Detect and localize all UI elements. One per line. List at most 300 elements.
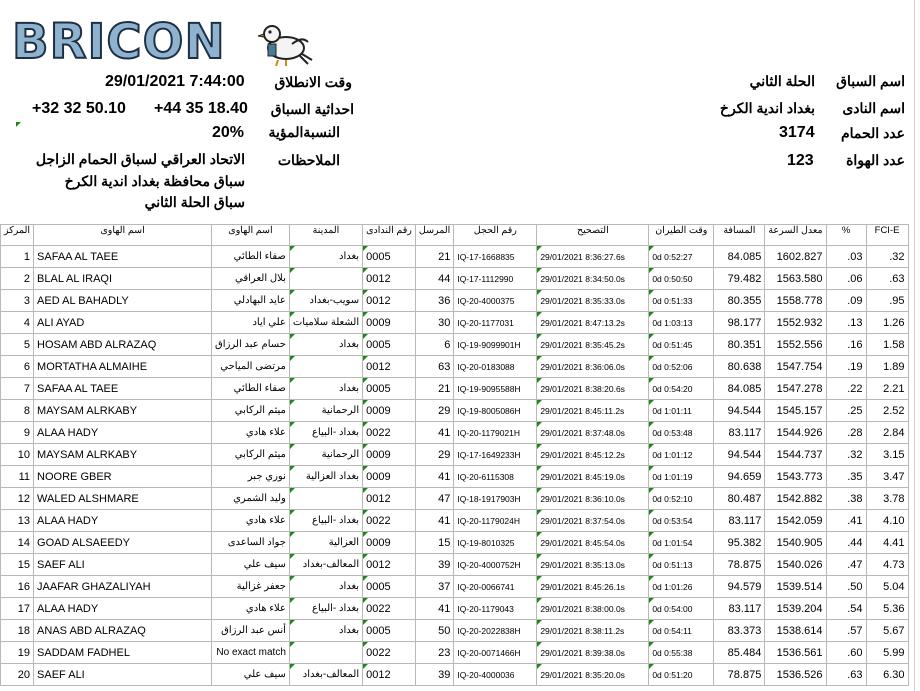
cell-marker <box>537 312 542 317</box>
cell-flight-time <box>649 510 714 532</box>
rank-value: 11 <box>18 470 31 483</box>
sent-value: 39 <box>438 558 451 571</box>
fancier-ar-value: جعفر غزالية <box>236 581 286 592</box>
cell-marker <box>649 378 654 383</box>
col-city: المدينة <box>289 225 362 246</box>
flight-time-value: 0d 0:54:11 <box>652 625 692 636</box>
arrival-value: 29/01/2021 8:37:48.0s <box>540 427 625 438</box>
notes-label: الملاحظات <box>277 152 340 168</box>
flight-time-value: 0d 0:50:50 <box>652 273 693 284</box>
cell-speed <box>765 268 826 290</box>
cell-marker <box>363 400 368 405</box>
cell-marker <box>649 664 654 669</box>
club-no-value: 0005 <box>366 580 391 593</box>
distance-value: 83.117 <box>728 426 762 439</box>
cell-fancier-ar <box>212 598 290 620</box>
cell-marker <box>16 122 21 127</box>
cell-club-no <box>363 378 416 400</box>
speed-value: 1539.514 <box>776 580 823 593</box>
flight-time-value: 0d 1:01:54 <box>652 537 693 548</box>
col-fancier-ar: اسم الهاوى <box>212 225 290 246</box>
distance-value: 79.482 <box>727 272 762 285</box>
club-no-value: 0009 <box>366 536 391 549</box>
fancier-ar-value: علي اياد <box>252 317 286 328</box>
col-distance: المسافة <box>714 225 765 246</box>
cell-ring-no <box>454 378 537 400</box>
cell-fancier-en <box>34 620 212 642</box>
club-no-value: 0022 <box>366 602 391 615</box>
cell-distance <box>714 664 765 686</box>
distance-value: 80.638 <box>727 360 762 373</box>
flight-time-value: 0d 0:53:54 <box>652 515 693 526</box>
cell-marker <box>537 290 542 295</box>
distance-value: 80.355 <box>727 294 762 307</box>
cell-flight-time <box>649 620 714 642</box>
distance-value: 95.382 <box>727 536 762 549</box>
cell-ring-no <box>454 642 537 664</box>
cell-fci <box>866 246 908 268</box>
cell-club-no <box>363 488 416 510</box>
cell-ring-no <box>454 334 537 356</box>
fci-value: 5.04 <box>883 580 905 593</box>
cell-marker <box>290 642 295 647</box>
pigeons-count-label: عدد الحمام <box>840 125 905 141</box>
fancier-ar-value: علاء هادي <box>245 603 286 614</box>
cell-rank <box>1 664 34 686</box>
cell-fancier-ar <box>212 400 290 422</box>
fci-value: 2.52 <box>883 404 905 417</box>
distance-value: 94.544 <box>727 404 762 417</box>
fci-value: 2.84 <box>883 426 905 439</box>
table-row <box>1 466 909 488</box>
cell-ring-no <box>454 444 537 466</box>
percent-value: .25 <box>847 404 863 417</box>
cell-fancier-en <box>34 444 212 466</box>
ring-no-value: IQ-20-0066741 <box>457 581 515 592</box>
club-no-value: 0009 <box>366 316 391 329</box>
cell-fci <box>866 598 908 620</box>
cell-flight-time <box>649 576 714 598</box>
speed-value: 1536.561 <box>776 646 823 659</box>
fci-value: 3.47 <box>883 470 905 483</box>
cell-sent <box>415 422 453 444</box>
fancier-en-value: MORTATHA ALMAIHE <box>37 360 148 373</box>
cell-marker <box>649 598 654 603</box>
cell-marker <box>537 664 542 669</box>
speed-value: 1536.526 <box>776 668 823 681</box>
fancier-en-value: MAYSAM ALRKABY <box>37 448 138 461</box>
fci-value: 5.99 <box>883 646 905 659</box>
cell-percent <box>826 356 866 378</box>
table-row <box>1 312 909 334</box>
cell-rank <box>1 356 34 378</box>
flight-time-value: 0d 1:01:19 <box>652 471 693 482</box>
cell-sent <box>415 664 453 686</box>
cell-speed <box>765 356 826 378</box>
cell-marker <box>290 290 295 295</box>
table-row <box>1 356 909 378</box>
sent-value: 37 <box>438 580 451 593</box>
cell-flight-time <box>649 466 714 488</box>
cell-sent <box>415 400 453 422</box>
cell-sent <box>415 444 453 466</box>
speed-value: 1545.157 <box>776 404 823 417</box>
cell-marker <box>363 290 368 295</box>
speed-value: 1552.556 <box>776 338 823 351</box>
cell-marker <box>537 334 542 339</box>
cell-ring-no <box>454 400 537 422</box>
fancier-en-value: SAEF ALI <box>37 668 85 681</box>
cell-city <box>289 576 362 598</box>
pigeons-count-value: 3174 <box>779 124 815 141</box>
speed-value: 1543.773 <box>776 470 823 483</box>
rank-value: 15 <box>17 558 31 571</box>
table-row <box>1 554 909 576</box>
cell-club-no <box>363 444 416 466</box>
cell-marker <box>537 510 542 515</box>
cell-city <box>289 334 362 356</box>
cell-arrival <box>537 356 649 378</box>
cell-club-no <box>363 598 416 620</box>
city-value: العزالية <box>328 537 360 548</box>
cell-percent <box>826 422 866 444</box>
fancier-ar-value: سيف علي <box>243 559 286 570</box>
fancier-en-value: BLAL AL IRAQI <box>37 272 113 285</box>
ring-no-value: IQ-20-0071466H <box>457 647 521 658</box>
table-row <box>1 576 909 598</box>
percent-value: .57 <box>847 624 863 637</box>
results-table <box>0 224 909 686</box>
club-no-value: 0012 <box>366 668 391 681</box>
cell-fancier-en <box>34 290 212 312</box>
city-value: بغداد <box>339 251 360 262</box>
cell-club-no <box>363 356 416 378</box>
cell-city <box>289 312 362 334</box>
fancier-en-value: SAFAA AL TAEE <box>37 382 119 395</box>
cell-percent <box>826 620 866 642</box>
cell-marker <box>290 488 295 493</box>
cell-rank <box>1 422 34 444</box>
cell-marker <box>290 664 295 669</box>
start-time-value: 29/01/2021 7:44:00 <box>105 73 245 90</box>
sent-value: 15 <box>438 536 451 549</box>
cell-ring-no <box>454 312 537 334</box>
distance-value: 85.484 <box>727 646 762 659</box>
cell-arrival <box>537 334 649 356</box>
distance-value: 98.177 <box>727 316 762 329</box>
cell-club-no <box>363 466 416 488</box>
ring-no-value: IQ-19-9095588H <box>457 383 521 394</box>
cell-fci <box>866 642 908 664</box>
cell-fancier-en <box>34 378 212 400</box>
cell-marker <box>649 422 654 427</box>
cell-fancier-en <box>34 642 212 664</box>
club-no-value: 0012 <box>366 492 391 505</box>
cell-distance <box>714 378 765 400</box>
percent-value: .38 <box>847 492 863 505</box>
city-value: بغداد <box>339 581 360 592</box>
cell-marker <box>363 642 368 647</box>
cell-ring-no <box>454 510 537 532</box>
sent-value: 41 <box>438 426 451 439</box>
speed-value: 1558.778 <box>776 294 823 307</box>
flight-time-value: 0d 0:51:45 <box>652 339 693 350</box>
ring-no-value: IQ-20-1179043 <box>457 603 514 614</box>
sent-value: 50 <box>438 624 451 637</box>
rank-value: 3 <box>23 294 31 307</box>
percent-label: النسبةالمؤية <box>268 124 340 140</box>
arrival-value: 29/01/2021 8:37:54.0s <box>540 515 625 526</box>
distance-value: 80.351 <box>727 338 762 351</box>
cell-city <box>289 466 362 488</box>
cell-sent <box>415 576 453 598</box>
speed-value: 1544.926 <box>776 426 823 439</box>
cell-marker <box>363 576 368 581</box>
arrival-value: 29/01/2021 8:45:12.2s <box>540 449 625 460</box>
cell-marker <box>537 532 542 537</box>
cell-fancier-en <box>34 246 212 268</box>
notes-line-3: سباق الحلة الثاني <box>144 194 245 210</box>
cell-marker <box>363 444 368 449</box>
arrival-value: 29/01/2021 8:38:20.6s <box>540 383 625 394</box>
club-no-value: 0009 <box>366 404 391 417</box>
cell-fancier-ar <box>212 378 290 400</box>
cell-fci <box>866 466 908 488</box>
pigeon-icon <box>252 14 314 68</box>
cell-city <box>289 246 362 268</box>
arrival-value: 29/01/2021 8:45:26.1s <box>540 581 625 592</box>
flight-time-value: 0d 1:01:26 <box>652 581 693 592</box>
fci-value: 3.78 <box>883 492 905 505</box>
club-no-value: 0012 <box>366 272 391 285</box>
cell-marker <box>537 246 542 251</box>
ring-no-value: IQ-20-1179021H <box>457 427 521 438</box>
cell-fci <box>866 356 908 378</box>
fancier-ar-value: ميثم الركابي <box>234 405 286 416</box>
rank-value: 10 <box>17 448 31 461</box>
cell-speed <box>765 312 826 334</box>
cell-distance <box>714 246 765 268</box>
coordinate-n: +32 32 50.10 <box>32 100 126 117</box>
speed-value: 1602.827 <box>776 250 823 263</box>
cell-arrival <box>537 664 649 686</box>
speed-value: 1540.026 <box>776 558 823 571</box>
cell-flight-time <box>649 290 714 312</box>
fancier-ar-value: صفاء الطائي <box>233 383 286 394</box>
cell-fancier-en <box>34 510 212 532</box>
cell-rank <box>1 598 34 620</box>
cell-ring-no <box>454 268 537 290</box>
cell-marker <box>290 356 295 361</box>
cell-flight-time <box>649 532 714 554</box>
club-no-value: 0005 <box>366 250 391 263</box>
fancier-en-value: ANAS ABD ALRAZAQ <box>37 624 146 637</box>
sent-value: 30 <box>438 316 451 329</box>
cell-fancier-en <box>34 576 212 598</box>
arrival-value: 29/01/2021 8:47:13.2s <box>540 317 625 328</box>
fancier-ar-value: مرتضى المياحي <box>220 361 286 372</box>
cell-marker <box>290 334 295 339</box>
cell-flight-time <box>649 642 714 664</box>
cell-fci <box>866 378 908 400</box>
cell-marker <box>363 378 368 383</box>
arrival-value: 29/01/2021 8:45:19.0s <box>540 471 625 482</box>
arrival-value: 29/01/2021 8:39:38.0s <box>540 647 625 658</box>
table-row <box>1 246 909 268</box>
cell-flight-time <box>649 598 714 620</box>
fancier-ar-value: عايد البهادلي <box>233 295 286 306</box>
cell-flight-time <box>649 268 714 290</box>
cell-marker <box>290 312 295 317</box>
table-row <box>1 378 909 400</box>
cell-arrival <box>537 378 649 400</box>
cell-rank <box>1 642 34 664</box>
rank-value: 17 <box>17 602 31 615</box>
cell-percent <box>826 466 866 488</box>
cell-ring-no <box>454 554 537 576</box>
cell-percent <box>826 488 866 510</box>
cell-fci <box>866 334 908 356</box>
city-value: بغداد العزالية <box>305 471 360 482</box>
club-name-value: بغداد اندية الكرخ <box>719 100 815 116</box>
cell-ring-no <box>454 598 537 620</box>
cell-flight-time <box>649 378 714 400</box>
rank-value: 8 <box>23 404 31 417</box>
ring-no-value: IQ-17-1112990 <box>457 273 514 284</box>
flight-time-value: 0d 0:55:38 <box>652 647 693 658</box>
cell-fancier-en <box>34 334 212 356</box>
cell-percent <box>826 664 866 686</box>
city-value: الرحمانية <box>321 449 360 460</box>
city-value: بغداد -البياع <box>312 515 360 526</box>
cell-fancier-ar <box>212 532 290 554</box>
flight-time-value: 0d 0:51:20 <box>652 669 693 680</box>
percent-value: .50 <box>847 580 863 593</box>
cell-sent <box>415 642 453 664</box>
distance-value: 94.579 <box>727 580 762 593</box>
cell-sent <box>415 246 453 268</box>
cell-fancier-en <box>34 488 212 510</box>
fancier-ar-value: جواد الساعدى <box>227 537 286 548</box>
cell-city <box>289 356 362 378</box>
cell-arrival <box>537 444 649 466</box>
city-value: بغداد -البياع <box>312 427 360 438</box>
arrival-value: 29/01/2021 8:34:50.0s <box>540 273 625 284</box>
arrival-value: 29/01/2021 8:35:13.0s <box>540 559 625 570</box>
cell-fancier-ar <box>212 466 290 488</box>
fci-value: .63 <box>889 272 905 285</box>
cell-club-no <box>363 664 416 686</box>
cell-city <box>289 290 362 312</box>
cell-marker <box>537 598 542 603</box>
cell-distance <box>714 598 765 620</box>
club-no-value: 0022 <box>366 514 391 527</box>
cell-fci <box>866 488 908 510</box>
cell-city <box>289 620 362 642</box>
city-value: بغداد <box>339 339 360 350</box>
cell-speed <box>765 576 826 598</box>
cell-speed <box>765 422 826 444</box>
fancier-en-value: SADDAM FADHEL <box>37 646 130 659</box>
sheet-border <box>914 0 915 691</box>
sent-value: 29 <box>438 448 451 461</box>
arrival-value: 29/01/2021 8:36:10.0s <box>540 493 625 504</box>
cell-marker <box>649 356 654 361</box>
ring-no-value: IQ-20-1179024H <box>457 515 521 526</box>
cell-rank <box>1 554 34 576</box>
col-club-no: رقم الندادى <box>363 225 416 246</box>
cell-fancier-en <box>34 664 212 686</box>
cell-speed <box>765 620 826 642</box>
cell-fancier-ar <box>212 356 290 378</box>
fanciers-count-label: عدد الهواة <box>846 152 905 168</box>
fancier-en-value: SAFAA AL TAEE <box>37 250 119 263</box>
sent-value: 41 <box>438 514 451 527</box>
cell-sent <box>415 466 453 488</box>
cell-marker <box>290 268 295 273</box>
distance-value: 78.875 <box>727 668 762 681</box>
table-row <box>1 334 909 356</box>
sent-value: 63 <box>438 360 451 373</box>
fancier-en-value: JAAFAR GHAZALIYAH <box>37 580 151 593</box>
cell-marker <box>537 488 542 493</box>
table-row <box>1 400 909 422</box>
rank-value: 12 <box>17 492 31 505</box>
cell-marker <box>537 268 542 273</box>
cell-fci <box>866 422 908 444</box>
coordinate-e: +44 35 18.40 <box>154 100 248 117</box>
cell-rank <box>1 378 34 400</box>
cell-marker <box>290 576 295 581</box>
col-ring-no: رقم الحجل <box>454 225 537 246</box>
cell-speed <box>765 642 826 664</box>
cell-arrival <box>537 598 649 620</box>
distance-value: 84.085 <box>727 250 762 263</box>
cell-arrival <box>537 290 649 312</box>
cell-fancier-ar <box>212 312 290 334</box>
cell-marker <box>363 312 368 317</box>
cell-marker <box>363 510 368 515</box>
flight-time-value: 0d 0:52:06 <box>652 361 693 372</box>
cell-city <box>289 378 362 400</box>
cell-percent <box>826 510 866 532</box>
cell-marker <box>649 268 654 273</box>
cell-club-no <box>363 532 416 554</box>
cell-marker <box>290 444 295 449</box>
cell-club-no <box>363 642 416 664</box>
table-row <box>1 620 909 642</box>
cell-sent <box>415 598 453 620</box>
table-row <box>1 268 909 290</box>
fancier-en-value: ALAA HADY <box>37 514 99 527</box>
cell-marker <box>537 642 542 647</box>
fancier-ar-value: بلال العراقي <box>235 273 286 284</box>
flight-time-value: 0d 0:54:20 <box>652 383 693 394</box>
brand-name: BRICON <box>12 14 226 70</box>
cell-marker <box>537 422 542 427</box>
fci-value: 4.10 <box>883 514 905 527</box>
col-fancier-en: اسم الهاوى <box>34 225 212 246</box>
rank-value: 1 <box>23 250 31 263</box>
col-percent: % <box>826 225 866 246</box>
cell-city <box>289 268 362 290</box>
cell-fci <box>866 664 908 686</box>
percent-value: .60 <box>847 646 863 659</box>
cell-club-no <box>363 576 416 598</box>
rank-value: 13 <box>17 514 31 527</box>
col-sent: المرسل <box>415 225 453 246</box>
cell-fancier-en <box>34 400 212 422</box>
